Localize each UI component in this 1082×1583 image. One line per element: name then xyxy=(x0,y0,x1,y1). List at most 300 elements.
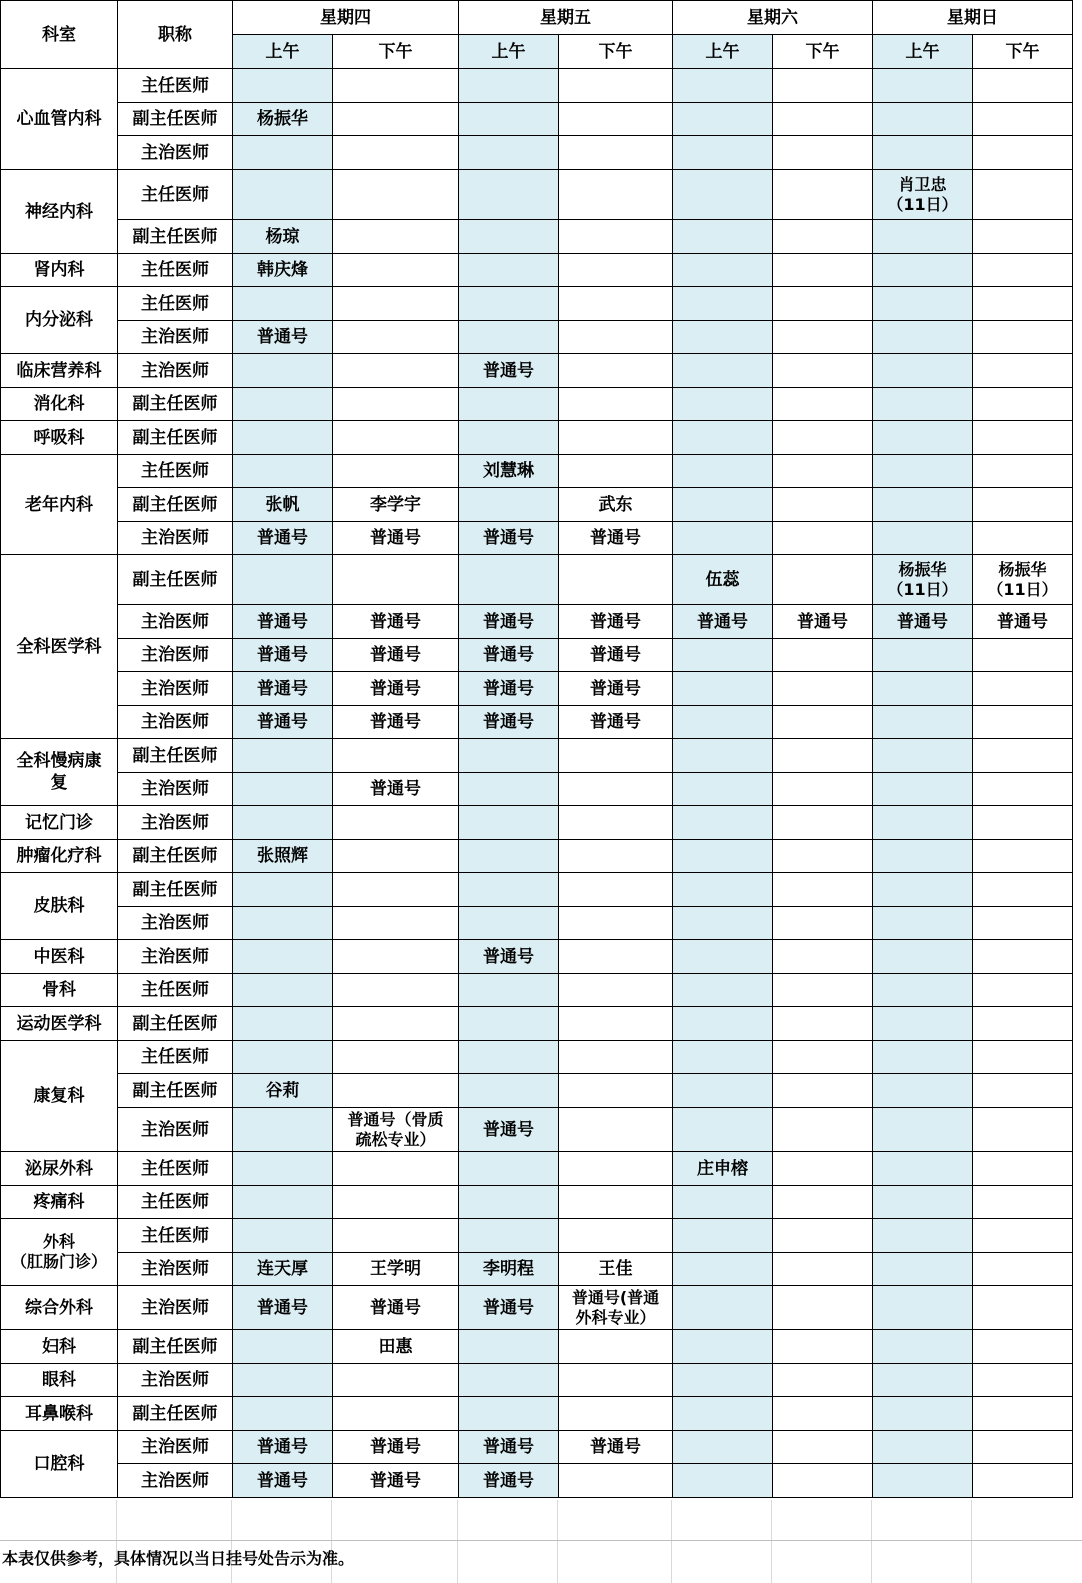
title-cell: 主治医师 xyxy=(118,940,233,974)
schedule-cell xyxy=(873,1219,973,1253)
schedule-cell xyxy=(773,1397,873,1431)
schedule-cell xyxy=(233,555,333,605)
schedule-cell xyxy=(559,69,673,103)
schedule-cell: 普通号 xyxy=(559,1431,673,1464)
title-cell: 副主任医师 xyxy=(118,840,233,873)
schedule-cell xyxy=(773,706,873,739)
schedule-cell xyxy=(773,103,873,136)
schedule-cell: 李学宇 xyxy=(333,488,459,522)
schedule-cell xyxy=(559,974,673,1007)
title-cell: 主治医师 xyxy=(118,1286,233,1330)
dept-cell: 康复科 xyxy=(1,1041,118,1152)
schedule-cell xyxy=(873,1397,973,1431)
schedule-cell xyxy=(773,1007,873,1041)
schedule-cell xyxy=(233,1397,333,1431)
schedule-cell xyxy=(333,940,459,974)
schedule-cell xyxy=(973,1108,1073,1152)
schedule-cell xyxy=(559,1364,673,1397)
schedule-cell xyxy=(333,555,459,605)
schedule-cell xyxy=(673,220,773,254)
schedule-cell xyxy=(559,1330,673,1364)
schedule-cell xyxy=(459,287,559,321)
table-row xyxy=(1,522,1073,555)
schedule-cell xyxy=(333,287,459,321)
schedule-cell xyxy=(773,1186,873,1219)
schedule-cell xyxy=(973,873,1073,907)
schedule-cell: 普通号 xyxy=(333,639,459,672)
schedule-cell xyxy=(873,1041,973,1074)
schedule-cell: 杨琼 xyxy=(233,220,333,254)
dept-cell: 骨科 xyxy=(1,974,118,1007)
table-row xyxy=(1,907,1073,940)
schedule-cell xyxy=(973,1041,1073,1074)
schedule-cell xyxy=(673,69,773,103)
schedule-cell xyxy=(233,1330,333,1364)
schedule-cell xyxy=(233,907,333,940)
schedule-cell xyxy=(973,321,1073,354)
schedule-cell: 普通号 xyxy=(233,1431,333,1464)
schedule-cell xyxy=(559,873,673,907)
schedule-cell xyxy=(559,354,673,388)
schedule-cell: 普通号（骨质 疏松专业） xyxy=(333,1108,459,1152)
schedule-cell xyxy=(873,1108,973,1152)
schedule-cell xyxy=(233,974,333,1007)
schedule-cell xyxy=(873,1186,973,1219)
table-row xyxy=(1,1041,1073,1074)
schedule-cell xyxy=(773,1253,873,1286)
schedule-cell xyxy=(333,1152,459,1186)
schedule-cell xyxy=(673,1364,773,1397)
schedule-cell xyxy=(333,69,459,103)
dept-cell: 皮肤科 xyxy=(1,873,118,940)
schedule-cell xyxy=(873,806,973,840)
schedule-cell xyxy=(973,522,1073,555)
schedule-cell xyxy=(773,806,873,840)
schedule-cell: 谷莉 xyxy=(233,1074,333,1108)
schedule-cell xyxy=(673,1041,773,1074)
title-cell: 主治医师 xyxy=(118,136,233,170)
schedule-cell xyxy=(773,1431,873,1464)
schedule-cell xyxy=(673,672,773,706)
schedule-cell xyxy=(673,170,773,220)
schedule-cell xyxy=(673,455,773,488)
title-cell: 主治医师 xyxy=(118,773,233,806)
header-day-friday: 星期五 xyxy=(459,1,673,35)
schedule-cell xyxy=(459,840,559,873)
schedule-cell xyxy=(773,1464,873,1498)
schedule-cell xyxy=(673,321,773,354)
schedule-cell xyxy=(459,1397,559,1431)
schedule-cell xyxy=(873,672,973,706)
schedule-cell xyxy=(973,488,1073,522)
title-cell: 主治医师 xyxy=(118,1431,233,1464)
dept-cell: 全科医学科 xyxy=(1,555,118,739)
schedule-cell xyxy=(559,321,673,354)
title-cell: 主任医师 xyxy=(118,1152,233,1186)
schedule-cell xyxy=(233,69,333,103)
schedule-cell xyxy=(973,672,1073,706)
schedule-cell xyxy=(773,1108,873,1152)
header-dept: 科室 xyxy=(1,1,118,69)
title-cell: 副主任医师 xyxy=(118,421,233,455)
schedule-cell xyxy=(333,840,459,873)
schedule-cell xyxy=(673,974,773,1007)
schedule-cell xyxy=(873,103,973,136)
schedule-cell xyxy=(333,354,459,388)
schedule-cell: 普通号(普通 外科专业） xyxy=(559,1286,673,1330)
schedule-cell xyxy=(559,1186,673,1219)
schedule-cell: 普通号 xyxy=(559,672,673,706)
schedule-cell xyxy=(773,321,873,354)
schedule-cell: 普通号 xyxy=(459,1464,559,1498)
schedule-cell: 刘慧琳 xyxy=(459,455,559,488)
schedule-cell xyxy=(333,974,459,1007)
table-row xyxy=(1,1431,1073,1464)
schedule-cell xyxy=(673,421,773,455)
title-cell: 主治医师 xyxy=(118,605,233,639)
schedule-cell xyxy=(233,170,333,220)
table-row xyxy=(1,639,1073,672)
schedule-cell: 肖卫忠 （11日） xyxy=(873,170,973,220)
schedule-cell xyxy=(459,254,559,287)
schedule-cell xyxy=(873,706,973,739)
schedule-cell xyxy=(873,388,973,421)
schedule-cell xyxy=(459,488,559,522)
schedule-cell xyxy=(873,488,973,522)
schedule-cell xyxy=(773,739,873,773)
title-cell: 主治医师 xyxy=(118,354,233,388)
schedule-cell: 韩庆烽 xyxy=(233,254,333,287)
title-cell: 主治医师 xyxy=(118,1108,233,1152)
table-row xyxy=(1,136,1073,170)
schedule-cell xyxy=(773,522,873,555)
table-row xyxy=(1,1219,1073,1253)
schedule-cell xyxy=(773,639,873,672)
schedule-cell xyxy=(559,1397,673,1431)
schedule-cell xyxy=(873,354,973,388)
schedule-cell xyxy=(773,170,873,220)
schedule-cell xyxy=(333,136,459,170)
schedule-cell xyxy=(333,103,459,136)
schedule-cell xyxy=(459,69,559,103)
schedule-cell xyxy=(459,388,559,421)
title-cell: 副主任医师 xyxy=(118,388,233,421)
schedule-cell xyxy=(973,1152,1073,1186)
header-day-sunday: 星期日 xyxy=(873,1,1073,35)
schedule-cell xyxy=(559,287,673,321)
schedule-cell xyxy=(673,1464,773,1498)
schedule-cell: 普通号 xyxy=(233,639,333,672)
schedule-cell xyxy=(459,1330,559,1364)
schedule-cell xyxy=(973,354,1073,388)
schedule-cell xyxy=(233,421,333,455)
schedule-cell: 普通号 xyxy=(233,605,333,639)
schedule-cell xyxy=(773,69,873,103)
schedule-cell xyxy=(333,1074,459,1108)
schedule-cell xyxy=(559,1152,673,1186)
schedule-cell xyxy=(973,840,1073,873)
schedule-cell xyxy=(233,455,333,488)
schedule-cell xyxy=(233,806,333,840)
schedule-cell xyxy=(233,388,333,421)
schedule-cell: 普通号 xyxy=(773,605,873,639)
schedule-cell: 武东 xyxy=(559,488,673,522)
schedule-cell xyxy=(459,974,559,1007)
dept-cell: 泌尿外科 xyxy=(1,1152,118,1186)
schedule-cell xyxy=(559,1074,673,1108)
dept-cell: 内分泌科 xyxy=(1,287,118,354)
table-row xyxy=(1,806,1073,840)
schedule-cell xyxy=(873,873,973,907)
schedule-cell: 杨振华 xyxy=(233,103,333,136)
schedule-cell xyxy=(973,421,1073,455)
schedule-cell xyxy=(973,170,1073,220)
title-cell: 主任医师 xyxy=(118,455,233,488)
schedule-cell xyxy=(559,840,673,873)
schedule-cell: 普通号 xyxy=(459,706,559,739)
dept-cell: 心血管内科 xyxy=(1,69,118,170)
schedule-cell xyxy=(459,220,559,254)
dept-cell: 眼科 xyxy=(1,1364,118,1397)
schedule-cell xyxy=(873,1152,973,1186)
header-pm: 下午 xyxy=(973,35,1073,69)
title-cell: 主任医师 xyxy=(118,974,233,1007)
header-pm: 下午 xyxy=(559,35,673,69)
schedule-cell xyxy=(973,1464,1073,1498)
schedule-cell xyxy=(233,287,333,321)
table-row xyxy=(1,840,1073,873)
schedule-cell xyxy=(973,136,1073,170)
table-row xyxy=(1,555,1073,605)
footer-note: 本表仅供参考，具体情况以当日挂号处告示为准。 xyxy=(0,1540,1082,1577)
schedule-cell xyxy=(233,1108,333,1152)
schedule-cell xyxy=(459,1186,559,1219)
schedule-cell: 普通号 xyxy=(333,1286,459,1330)
table-row xyxy=(1,1330,1073,1364)
table-row xyxy=(1,455,1073,488)
schedule-cell xyxy=(873,421,973,455)
table-row xyxy=(1,1253,1073,1286)
table-row xyxy=(1,974,1073,1007)
schedule-cell xyxy=(333,1219,459,1253)
schedule-cell xyxy=(973,1431,1073,1464)
schedule-cell xyxy=(333,455,459,488)
schedule-cell xyxy=(773,840,873,873)
title-cell: 主治医师 xyxy=(118,806,233,840)
schedule-cell xyxy=(559,136,673,170)
schedule-cell xyxy=(559,1108,673,1152)
schedule-cell xyxy=(873,136,973,170)
schedule-cell xyxy=(673,940,773,974)
title-cell: 副主任医师 xyxy=(118,220,233,254)
schedule-cell xyxy=(233,1007,333,1041)
schedule-cell xyxy=(673,354,773,388)
table-row xyxy=(1,1108,1073,1152)
schedule-cell xyxy=(673,103,773,136)
schedule-cell xyxy=(873,974,973,1007)
schedule-cell xyxy=(333,1007,459,1041)
schedule-cell: 普通号 xyxy=(459,639,559,672)
schedule-cell xyxy=(673,773,773,806)
dept-cell: 老年内科 xyxy=(1,455,118,555)
schedule-cell xyxy=(873,1364,973,1397)
title-cell: 副主任医师 xyxy=(118,873,233,907)
table-row xyxy=(1,321,1073,354)
schedule-cell: 普通号 xyxy=(459,1108,559,1152)
table-row xyxy=(1,739,1073,773)
header-day-thursday: 星期四 xyxy=(233,1,459,35)
schedule-cell xyxy=(773,1330,873,1364)
schedule-cell xyxy=(559,806,673,840)
schedule-cell xyxy=(673,254,773,287)
schedule-cell: 普通号 xyxy=(873,605,973,639)
schedule-cell xyxy=(873,1007,973,1041)
schedule-cell: 普通号 xyxy=(973,605,1073,639)
schedule-cell xyxy=(773,455,873,488)
schedule-cell xyxy=(673,739,773,773)
schedule-cell xyxy=(233,739,333,773)
schedule-cell xyxy=(973,739,1073,773)
schedule-cell: 普通号 xyxy=(333,672,459,706)
schedule-cell xyxy=(873,321,973,354)
dept-cell: 妇科 xyxy=(1,1330,118,1364)
title-cell: 主任医师 xyxy=(118,1186,233,1219)
schedule-cell: 普通号 xyxy=(559,605,673,639)
title-cell: 主任医师 xyxy=(118,1041,233,1074)
dept-cell: 肿瘤化疗科 xyxy=(1,840,118,873)
schedule-cell xyxy=(233,1186,333,1219)
schedule-cell xyxy=(973,1364,1073,1397)
schedule-cell: 普通号 xyxy=(333,1431,459,1464)
title-cell: 主治医师 xyxy=(118,706,233,739)
schedule-cell xyxy=(873,940,973,974)
schedule-cell xyxy=(973,69,1073,103)
title-cell: 副主任医师 xyxy=(118,1074,233,1108)
dept-cell: 全科慢病康复 xyxy=(1,739,118,806)
title-cell: 主任医师 xyxy=(118,1219,233,1253)
schedule-cell xyxy=(559,555,673,605)
schedule-cell xyxy=(333,388,459,421)
table-row xyxy=(1,1152,1073,1186)
schedule-cell xyxy=(973,806,1073,840)
schedule-cell xyxy=(673,1074,773,1108)
schedule-cell xyxy=(973,388,1073,421)
schedule-cell xyxy=(773,354,873,388)
title-cell: 主治医师 xyxy=(118,672,233,706)
schedule-cell: 田惠 xyxy=(333,1330,459,1364)
table-row xyxy=(1,287,1073,321)
schedule-cell xyxy=(773,1074,873,1108)
schedule-cell xyxy=(773,488,873,522)
schedule-cell: 张帆 xyxy=(233,488,333,522)
schedule-cell xyxy=(333,739,459,773)
title-cell: 主治医师 xyxy=(118,522,233,555)
schedule-cell xyxy=(873,773,973,806)
table-row xyxy=(1,254,1073,287)
title-cell: 主任医师 xyxy=(118,254,233,287)
schedule-cell xyxy=(973,1397,1073,1431)
table-row xyxy=(1,1074,1073,1108)
schedule-cell: 普通号 xyxy=(333,773,459,806)
schedule-cell xyxy=(459,170,559,220)
table-row xyxy=(1,940,1073,974)
schedule-cell: 庄申榕 xyxy=(673,1152,773,1186)
title-cell: 主治医师 xyxy=(118,639,233,672)
schedule-cell: 普通号 xyxy=(459,1286,559,1330)
table-row xyxy=(1,488,1073,522)
schedule-cell xyxy=(773,555,873,605)
schedule-cell: 普通号 xyxy=(459,522,559,555)
title-cell: 主治医师 xyxy=(118,907,233,940)
header-day-saturday: 星期六 xyxy=(673,1,873,35)
schedule-cell: 普通号 xyxy=(333,605,459,639)
schedule-cell xyxy=(673,1186,773,1219)
schedule-cell xyxy=(773,220,873,254)
table-row xyxy=(1,1397,1073,1431)
schedule-cell xyxy=(233,1364,333,1397)
schedule-cell xyxy=(673,1219,773,1253)
schedule-cell xyxy=(873,840,973,873)
table-row xyxy=(1,69,1073,103)
schedule-cell xyxy=(459,421,559,455)
schedule-cell xyxy=(873,1286,973,1330)
schedule-cell xyxy=(773,873,873,907)
schedule-cell xyxy=(673,388,773,421)
schedule-cell xyxy=(873,287,973,321)
schedule-cell xyxy=(873,254,973,287)
header-am: 上午 xyxy=(233,35,333,69)
schedule-cell xyxy=(773,388,873,421)
schedule-cell: 连天厚 xyxy=(233,1253,333,1286)
schedule-cell xyxy=(333,873,459,907)
schedule-cell xyxy=(873,1330,973,1364)
table-row xyxy=(1,1286,1073,1330)
table-row xyxy=(1,1464,1073,1498)
schedule-cell xyxy=(559,907,673,940)
schedule-cell xyxy=(459,1219,559,1253)
schedule-cell xyxy=(233,1152,333,1186)
schedule-cell xyxy=(233,1041,333,1074)
schedule-cell xyxy=(973,773,1073,806)
title-cell: 副主任医师 xyxy=(118,555,233,605)
schedule-cell xyxy=(973,1253,1073,1286)
schedule-cell xyxy=(333,254,459,287)
schedule-cell xyxy=(673,706,773,739)
schedule-cell xyxy=(333,1041,459,1074)
schedule-cell xyxy=(559,103,673,136)
schedule-cell xyxy=(559,1219,673,1253)
schedule-cell xyxy=(973,1007,1073,1041)
dept-cell: 神经内科 xyxy=(1,170,118,254)
schedule-cell xyxy=(333,321,459,354)
schedule-cell xyxy=(873,220,973,254)
schedule-cell xyxy=(973,1074,1073,1108)
schedule-cell xyxy=(973,907,1073,940)
dept-cell: 疼痛科 xyxy=(1,1186,118,1219)
schedule-cell xyxy=(973,639,1073,672)
schedule-cell xyxy=(973,706,1073,739)
table-row xyxy=(1,672,1073,706)
schedule-cell xyxy=(559,220,673,254)
schedule-cell: 普通号 xyxy=(233,522,333,555)
schedule-cell xyxy=(673,488,773,522)
table-row xyxy=(1,1364,1073,1397)
table-row xyxy=(1,873,1073,907)
header-pm: 下午 xyxy=(333,35,459,69)
schedule-cell xyxy=(873,1074,973,1108)
table-row xyxy=(1,1007,1073,1041)
title-cell: 主任医师 xyxy=(118,287,233,321)
